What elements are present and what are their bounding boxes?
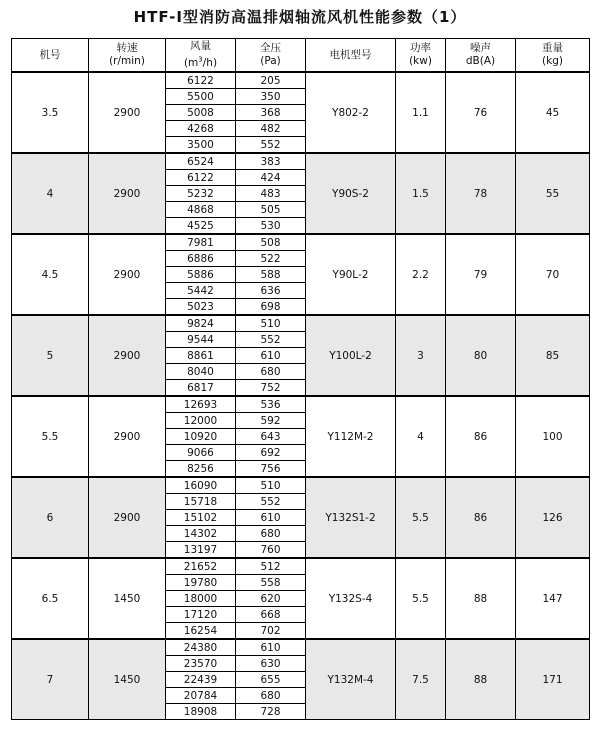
noise-header-unit: dB(A): [465, 55, 496, 67]
table-group: [12, 477, 590, 558]
pressure-header-unit: (Pa): [260, 55, 281, 67]
cell-flow: 10920: [166, 429, 236, 445]
page-title: HTF-Ⅰ型消防高温排烟轴流风机性能参数（1）: [133, 8, 467, 26]
cell-flow: 15102: [166, 510, 236, 526]
cell-model: 6.5: [12, 558, 89, 639]
cell-noise: 79: [446, 234, 516, 315]
cell-flow: 12000: [166, 413, 236, 429]
cell-pressure: 483: [236, 186, 306, 202]
cell-flow: 5500: [166, 89, 236, 105]
table-row: [12, 396, 590, 413]
cell-pressure: 368: [236, 105, 306, 121]
col-header-speed: [89, 39, 166, 73]
cell-speed: 1450: [89, 558, 166, 639]
cell-speed: 2900: [89, 315, 166, 396]
power-header-label: 功率: [410, 42, 431, 54]
cell-flow: 18908: [166, 704, 236, 720]
cell-flow: 14302: [166, 526, 236, 542]
cell-model: 5.5: [12, 396, 89, 477]
cell-pressure: 505: [236, 202, 306, 218]
cell-pressure: 668: [236, 607, 306, 623]
cell-pressure: 510: [236, 477, 306, 494]
cell-flow: 21652: [166, 558, 236, 575]
cell-pressure: 610: [236, 639, 306, 656]
cell-flow: 8040: [166, 364, 236, 380]
cell-pressure: 552: [236, 332, 306, 348]
cell-pressure: 698: [236, 299, 306, 316]
cell-motor: Y90L-2: [306, 234, 396, 315]
cell-flow: 6817: [166, 380, 236, 397]
col-header-weight: [516, 39, 590, 73]
table-row: [12, 315, 590, 332]
cell-pressure: 692: [236, 445, 306, 461]
cell-flow: 9824: [166, 315, 236, 332]
cell-noise: 86: [446, 396, 516, 477]
cell-pressure: 680: [236, 364, 306, 380]
cell-flow: 16254: [166, 623, 236, 640]
cell-pressure: 702: [236, 623, 306, 640]
cell-pressure: 424: [236, 170, 306, 186]
cell-pressure: 752: [236, 380, 306, 397]
cell-pressure: 350: [236, 89, 306, 105]
cell-weight: 45: [516, 72, 590, 153]
cell-power: 5.5: [396, 477, 446, 558]
table-row: [12, 558, 590, 575]
table-group: [12, 72, 590, 153]
cell-model: 7: [12, 639, 89, 720]
table-group: [12, 639, 590, 720]
col-header-motor: [306, 39, 396, 73]
cell-flow: 9066: [166, 445, 236, 461]
cell-power: 1.1: [396, 72, 446, 153]
cell-power: 7.5: [396, 639, 446, 720]
header-row: [12, 39, 590, 73]
table-group: [12, 315, 590, 396]
cell-motor: Y132M-4: [306, 639, 396, 720]
cell-pressure: 205: [236, 72, 306, 89]
cell-flow: 3500: [166, 137, 236, 154]
cell-model: 4: [12, 153, 89, 234]
cell-speed: 2900: [89, 477, 166, 558]
cell-pressure: 512: [236, 558, 306, 575]
cell-noise: 86: [446, 477, 516, 558]
cell-flow: 5232: [166, 186, 236, 202]
cell-motor: Y90S-2: [306, 153, 396, 234]
table-group: [12, 558, 590, 639]
table-header: [12, 39, 590, 73]
cell-pressure: 610: [236, 348, 306, 364]
cell-pressure: 558: [236, 575, 306, 591]
cell-pressure: 630: [236, 656, 306, 672]
cell-power: 5.5: [396, 558, 446, 639]
cell-flow: 6886: [166, 251, 236, 267]
cell-pressure: 728: [236, 704, 306, 720]
speed-header-unit: (r/min): [109, 55, 145, 67]
cell-pressure: 756: [236, 461, 306, 478]
cell-power: 4: [396, 396, 446, 477]
cell-flow: 20784: [166, 688, 236, 704]
table-row: [12, 72, 590, 89]
cell-pressure: 592: [236, 413, 306, 429]
cell-pressure: 530: [236, 218, 306, 235]
cell-flow: 6122: [166, 72, 236, 89]
cell-flow: 5008: [166, 105, 236, 121]
weight-header-label: 重量: [542, 42, 563, 54]
cell-motor: Y802-2: [306, 72, 396, 153]
cell-pressure: 760: [236, 542, 306, 559]
cell-flow: 22439: [166, 672, 236, 688]
table-group: [12, 234, 590, 315]
cell-noise: 88: [446, 558, 516, 639]
col-header-model: [12, 39, 89, 73]
cell-pressure: 636: [236, 283, 306, 299]
flow-header-unit: $(m^3/h)$: [183, 55, 218, 69]
speed-header-label: 转速: [116, 42, 138, 54]
cell-weight: 55: [516, 153, 590, 234]
cell-pressure: 383: [236, 153, 306, 170]
performance-table: [11, 38, 590, 720]
cell-pressure: 522: [236, 251, 306, 267]
cell-pressure: 610: [236, 510, 306, 526]
cell-weight: 70: [516, 234, 590, 315]
cell-noise: 80: [446, 315, 516, 396]
cell-weight: 85: [516, 315, 590, 396]
cell-flow: 19780: [166, 575, 236, 591]
cell-flow: 23570: [166, 656, 236, 672]
cell-model: 4.5: [12, 234, 89, 315]
col-header-power: [396, 39, 446, 73]
cell-pressure: 643: [236, 429, 306, 445]
cell-flow: 12693: [166, 396, 236, 413]
cell-flow: 8861: [166, 348, 236, 364]
cell-pressure: 680: [236, 688, 306, 704]
cell-motor: Y132S1-2: [306, 477, 396, 558]
cell-flow: 6122: [166, 170, 236, 186]
col-header-noise: [446, 39, 516, 73]
cell-flow: 15718: [166, 494, 236, 510]
col-header-pressure: [236, 39, 306, 73]
cell-speed: 2900: [89, 234, 166, 315]
cell-flow: 7981: [166, 234, 236, 251]
cell-flow: 18000: [166, 591, 236, 607]
noise-header-label: 噪声: [470, 42, 491, 54]
table-row: [12, 153, 590, 170]
cell-pressure: 680: [236, 526, 306, 542]
power-header-unit: (kw): [409, 55, 432, 67]
model-header-label: 机号: [39, 48, 61, 61]
cell-weight: 147: [516, 558, 590, 639]
cell-pressure: 482: [236, 121, 306, 137]
cell-noise: 76: [446, 72, 516, 153]
cell-model: 6: [12, 477, 89, 558]
cell-pressure: 510: [236, 315, 306, 332]
cell-model: 5: [12, 315, 89, 396]
cell-weight: 100: [516, 396, 590, 477]
cell-flow: 5886: [166, 267, 236, 283]
cell-flow: 5442: [166, 283, 236, 299]
cell-power: 3: [396, 315, 446, 396]
cell-pressure: 655: [236, 672, 306, 688]
cell-power: 1.5: [396, 153, 446, 234]
cell-noise: 78: [446, 153, 516, 234]
table-row: [12, 234, 590, 251]
cell-model: 3.5: [12, 72, 89, 153]
cell-motor: Y132S-4: [306, 558, 396, 639]
cell-pressure: 588: [236, 267, 306, 283]
cell-flow: 24380: [166, 639, 236, 656]
cell-motor: Y100L-2: [306, 315, 396, 396]
cell-speed: 1450: [89, 639, 166, 720]
cell-pressure: 620: [236, 591, 306, 607]
cell-flow: 13197: [166, 542, 236, 559]
cell-weight: 126: [516, 477, 590, 558]
motor-header-label: 电机型号: [329, 48, 372, 61]
cell-speed: 2900: [89, 72, 166, 153]
cell-power: 2.2: [396, 234, 446, 315]
cell-flow: 4268: [166, 121, 236, 137]
cell-speed: 2900: [89, 396, 166, 477]
table-row: [12, 477, 590, 494]
flow-header-label: 风量: [190, 40, 211, 53]
cell-flow: 6524: [166, 153, 236, 170]
table-row: [12, 639, 590, 656]
cell-flow: 4525: [166, 218, 236, 235]
cell-pressure: 552: [236, 494, 306, 510]
cell-flow: 8256: [166, 461, 236, 478]
pressure-header-label: 全压: [260, 42, 281, 54]
cell-flow: 5023: [166, 299, 236, 316]
table-group: [12, 396, 590, 477]
col-header-flow: [166, 39, 236, 73]
cell-motor: Y112M-2: [306, 396, 396, 477]
table-group: [12, 153, 590, 234]
cell-flow: 4868: [166, 202, 236, 218]
weight-header-unit: (kg): [542, 55, 563, 67]
cell-pressure: 536: [236, 396, 306, 413]
cell-weight: 171: [516, 639, 590, 720]
cell-noise: 88: [446, 639, 516, 720]
cell-speed: 2900: [89, 153, 166, 234]
cell-flow: 16090: [166, 477, 236, 494]
cell-pressure: 552: [236, 137, 306, 154]
cell-flow: 9544: [166, 332, 236, 348]
cell-pressure: 508: [236, 234, 306, 251]
cell-flow: 17120: [166, 607, 236, 623]
